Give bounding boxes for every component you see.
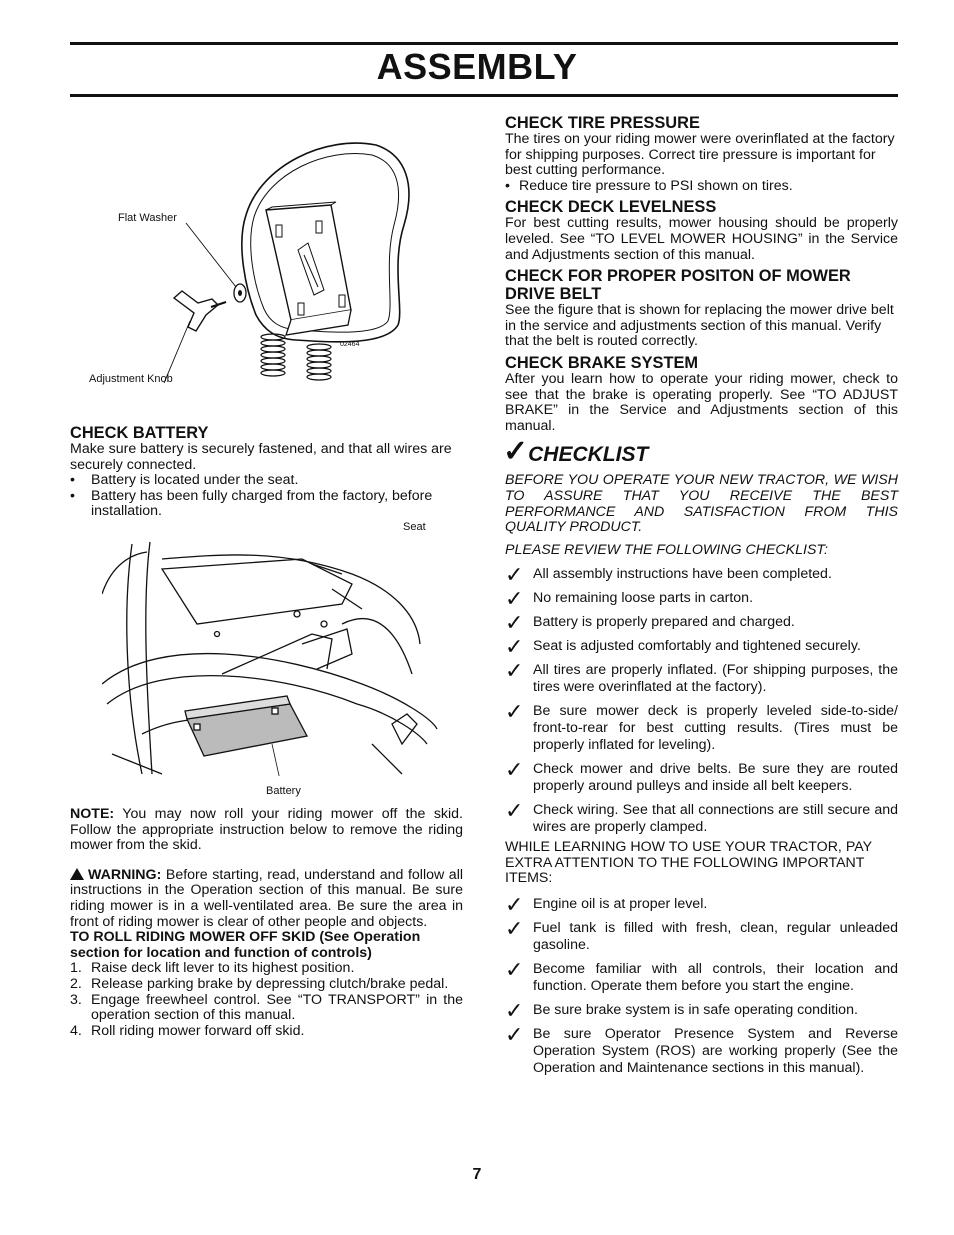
checklist-item: ✓ Check mower and drive belts. Be sure they are routed properly around pulleys and inside all belt keepers. — [505, 757, 898, 795]
checkmark-icon: ✓ — [503, 435, 529, 469]
page-title: ASSEMBLY — [376, 46, 578, 87]
warning-paragraph: WARNING: Before starting, read, understand and follow all instructions in the Operation section of this manual. Be sure riding mower is in a well-ventilated area. Be sure the area in front of riding mower is clear of other people and objects. — [70, 866, 463, 930]
header-rule-top — [70, 42, 898, 45]
checklist-item: ✓ Fuel tank is filled with fresh, clean, regular unleaded gasoline. — [505, 916, 898, 954]
skid-section — [70, 807, 463, 1039]
tire-text: The tires on your riding mower were overinflated at the factory for shipping purposes. Correct tire pressure is important for best cutting performance. — [505, 131, 895, 179]
label-adjustment-knob: Adjustment Knob — [89, 373, 173, 385]
label-flat-washer: Flat Washer — [118, 212, 177, 224]
checkmark-icon: ✓ — [505, 798, 524, 824]
label-battery: Battery — [266, 785, 301, 797]
checklist — [505, 562, 898, 836]
list-item: • Reduce tire pressure to PSI shown on tires. — [505, 177, 793, 194]
battery-location-figure — [102, 534, 442, 776]
checkmark-icon: ✓ — [505, 1022, 524, 1048]
checklist-item: ✓ No remaining loose parts in carton. — [505, 586, 754, 612]
belt-text: See the figure that is shown for replacing the mower drive belt in the service and adjustments section of this manual. Verify that the belt is routed correctly. — [505, 302, 894, 350]
checklist-item: ✓ Engine oil is at proper level. — [505, 892, 708, 918]
brake-heading: CHECK BRAKE SYSTEM — [505, 353, 699, 372]
check-battery-section — [70, 424, 463, 520]
list-item: 3. Engage freewheel control. See “TO TRANSPORT” in the operation section of this manual. — [70, 991, 463, 1024]
checklist-item: ✓ Become familiar with all controls, their location and function. Operate them before you start the engine. — [505, 957, 898, 995]
checklist-intro: BEFORE YOU OPERATE YOUR NEW TRACTOR, WE WISH TO ASSURE THAT YOU RECEIVE THE BEST PERFORMANCE AND SATISFACTION FROM THIS QUALITY PRODUCT. — [505, 472, 898, 536]
belt-heading: CHECK FOR PROPER POSITON OF MOWER DRIVE BELT — [505, 267, 851, 304]
checkmark-icon: ✓ — [505, 699, 524, 725]
header-rule-bottom — [70, 94, 898, 97]
seat-adjustment-figure — [86, 125, 426, 395]
checklist-title: ✓CHECKLIST — [503, 435, 649, 469]
checklist-item: ✓ All assembly instructions have been completed. — [505, 562, 832, 588]
deck-heading: CHECK DECK LEVELNESS — [505, 198, 717, 217]
checklist-item: ✓ Be sure Operator Presence System and Reverse Operation System (ROS) are working properly (See the Operation and Maintenance sections in this manual). — [505, 1022, 898, 1077]
checkmark-icon: ✓ — [505, 610, 524, 636]
roll-off-heading: TO ROLL RIDING MOWER OFF SKID (See Operation section for location and function of controls) — [70, 929, 421, 961]
checkmark-icon: ✓ — [505, 916, 524, 942]
note-paragraph: NOTE: You may now roll your riding mower off the skid. Follow the appropriate instruction below to remove the riding mower from the skid. — [70, 806, 463, 854]
checklist-2 — [505, 892, 898, 1077]
checkmark-icon: ✓ — [505, 998, 524, 1024]
while-learning-text: WHILE LEARNING HOW TO USE YOUR TRACTOR, PAY EXTRA ATTENTION TO THE FOLLOWING IMPORTANT ITEMS: — [505, 839, 872, 887]
list-item: • Battery is located under the seat. — [70, 472, 299, 489]
checkmark-icon: ✓ — [505, 957, 524, 983]
checkmark-icon: ✓ — [505, 562, 524, 588]
checklist-item: ✓ All tires are properly inflated. (For shipping purposes, the tires were overinflated at the factory). — [505, 658, 898, 696]
check-battery-heading: CHECK BATTERY — [70, 424, 209, 442]
checklist-review: PLEASE REVIEW THE FOLLOWING CHECKLIST: — [505, 541, 828, 558]
warning-icon — [70, 868, 84, 880]
checklist-item: ✓ Battery is properly prepared and charged. — [505, 610, 795, 636]
checklist-item: ✓ Seat is adjusted comfortably and tightened securely. — [505, 634, 861, 660]
checkmark-icon: ✓ — [505, 634, 524, 660]
page-number: 7 — [472, 1166, 482, 1183]
right-column — [505, 114, 898, 1077]
list-item: 2. Release parking brake by depressing clutch/brake pedal. — [70, 975, 449, 992]
list-item: • Battery has been fully charged from the factory, before installation. — [70, 487, 433, 520]
battery-box — [185, 696, 307, 756]
label-seat: Seat — [403, 521, 426, 533]
checkmark-icon: ✓ — [505, 892, 524, 918]
checklist-item: ✓ Be sure brake system is in safe operating condition. — [505, 998, 858, 1024]
figure-part-number: 02464 — [340, 341, 360, 348]
list-item: 1. Raise deck lift lever to its highest position. — [70, 960, 355, 977]
list-item: 4. Roll riding mower forward off skid. — [70, 1022, 305, 1039]
deck-text: For best cutting results, mower housing should be properly leveled. See “TO LEVEL MOWER HOUSING” in the Service and Adjustments section of this manual. — [505, 215, 898, 263]
checklist-item: ✓ Be sure mower deck is properly leveled side-to-side/ front-to-rear for best cutting results. (Tires must be properly inflated for leveling). — [505, 699, 898, 754]
checkmark-icon: ✓ — [505, 586, 524, 612]
tire-heading: CHECK TIRE PRESSURE — [505, 114, 700, 132]
checkmark-icon: ✓ — [505, 658, 524, 684]
checkmark-icon: ✓ — [505, 757, 524, 783]
check-battery-text: Make sure battery is securely fastened, and that all wires are securely connected. — [70, 441, 452, 473]
brake-text: After you learn how to operate your riding mower, check to see that the brake is operating properly. See “TO ADJUST BRAKE” in the Service and Adjustments section of this manual. — [505, 370, 898, 434]
checklist-item: ✓ Check wiring. See that all connections are still secure and wires are properly clamped. — [505, 798, 898, 836]
